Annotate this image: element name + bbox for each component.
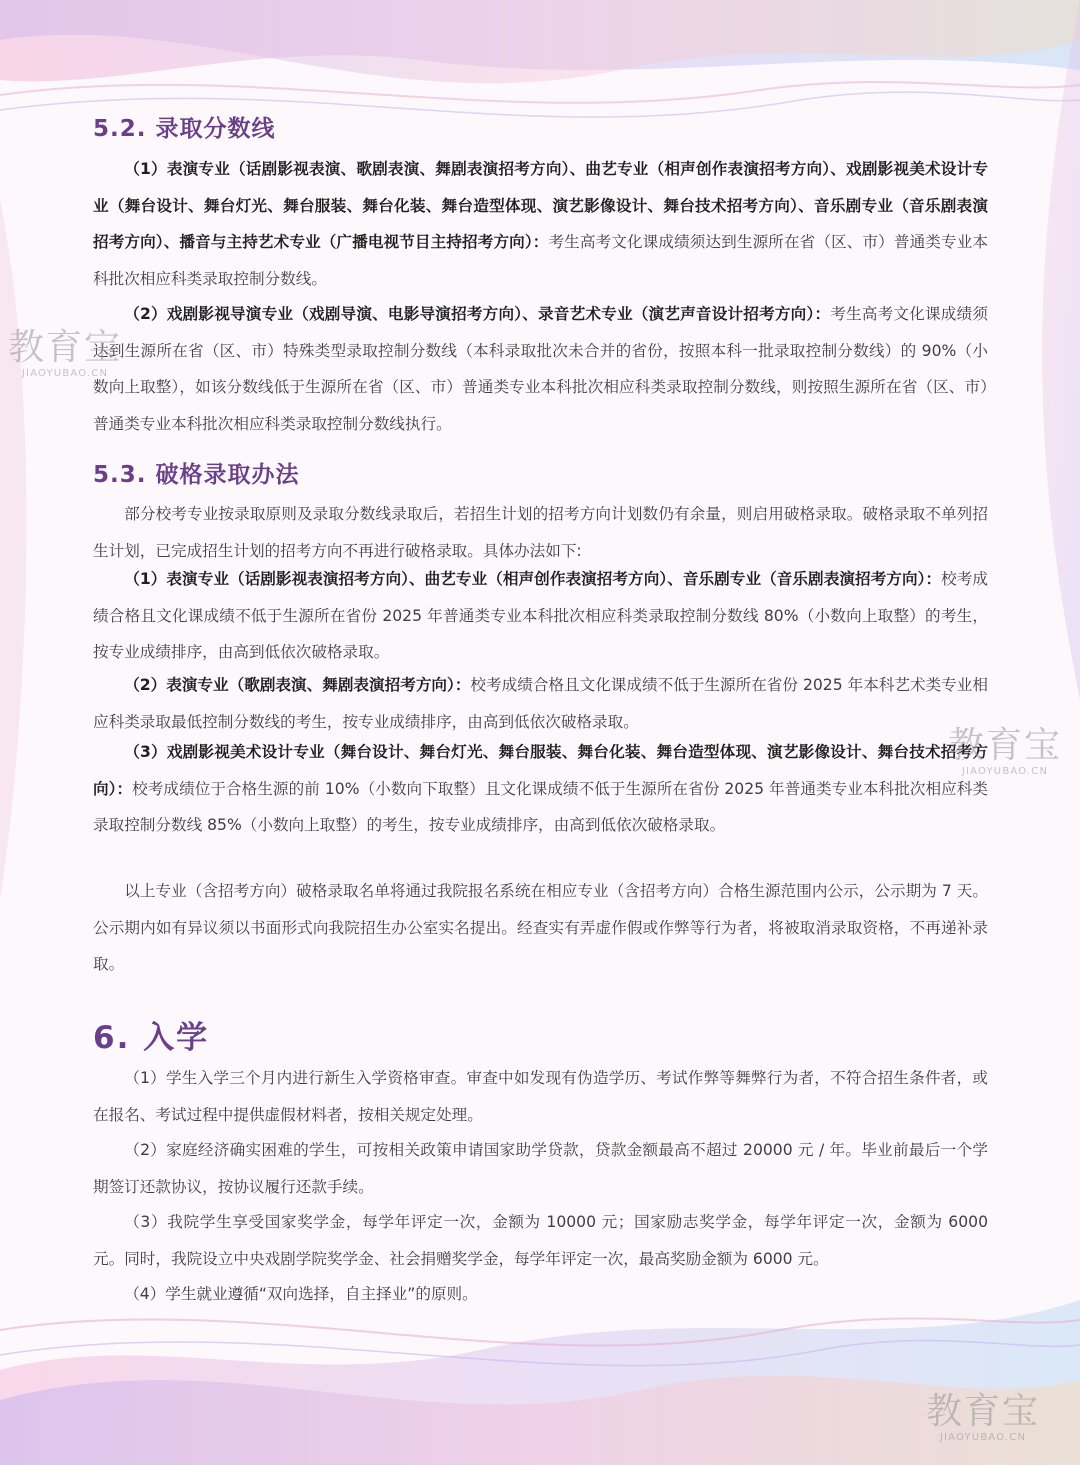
watermark-text: 教育宝 bbox=[7, 327, 122, 368]
paragraph-6-4: （4）学生就业遵循“双向选择，自主择业”的原则。 bbox=[124, 1285, 478, 1303]
paragraph-text: 校考成绩合格且文化课成绩不低于生源所在省份 2025 年本科艺术类专业相应科类录取最低控制分数线的考生，按专业成绩排序，由高到低依次破格录取。 bbox=[93, 676, 988, 731]
watermark-text: 教育宝 bbox=[947, 725, 1062, 766]
paragraph-bold-lead: （1）表演专业（话剧影视表演、歌剧表演、舞剧表演招考方向）、曲艺专业（相声创作表演招考方向）、戏剧影视美术设计专业（舞台设计、舞台灯光、舞台服装、舞台化装、舞台造型体现、演艺影像设计、舞台技术招考方向）、音乐剧专业（音乐剧表演招考方向）、播音与主持艺术专业（广播电视节目主持招考方向）： bbox=[93, 160, 988, 252]
paragraph-6-1: （1）学生入学三个月内进行新生入学资格审查。审查中如发现有伪造学历、考试作弊等舞弊行为者，不符合招生条件者，或在报名、考试过程中提供虚假材料者，按相关规定处理。 bbox=[93, 1069, 988, 1124]
paragraph-5-2-2 bbox=[93, 296, 988, 442]
paragraph-5-3-2 bbox=[93, 667, 988, 740]
paragraph-bold-lead: （2）戏剧影视导演专业（戏剧导演、电影导演招考方向）、录音艺术专业（演艺声音设计招考方向）： bbox=[124, 305, 831, 323]
paragraph-bold-lead: （3）戏剧影视美术设计专业（舞台设计、舞台灯光、舞台服装、舞台化装、舞台造型体现、演艺影像设计、舞台技术招考方向）： bbox=[93, 743, 988, 798]
watermark-right bbox=[940, 726, 1070, 778]
section-title-5-2: 5.2. 录取分数线 bbox=[93, 116, 276, 142]
watermark-url: JIAOYUBAO.CN bbox=[21, 368, 109, 379]
watermark-left bbox=[0, 328, 130, 380]
paragraph-6-3: （3）我院学生享受国家奖学金，每学年评定一次，金额为 10000 元；国家励志奖学金，每学年评定一次，金额为 6000 元。同时，我院设立中央戏剧学院奖学金、社会捐赠奖学金，每学年评定一次，最高奖励金额为 6000 元。 bbox=[93, 1213, 988, 1268]
paragraph-5-3-outro: 以上专业（含招考方向）破格录取名单将通过我院报名系统在相应专业（含招考方向）合格生源范围内公示，公示期为 7 天。公示期内如有异议须以书面形式向我院招生办公室实名提出。经查实有弄虚作假或作弊等行为者，将被取消录取资格，不再递补录取。 bbox=[93, 882, 988, 974]
watermark-url: JIAOYUBAO.CN bbox=[939, 1432, 1027, 1443]
watermark-bottom bbox=[918, 1392, 1048, 1444]
section-title-6: 6. 入学 bbox=[93, 1020, 210, 1056]
watermark-url: JIAOYUBAO.CN bbox=[961, 766, 1049, 777]
paragraph-bold-lead: （1）表演专业（话剧影视表演招考方向）、曲艺专业（相声创作表演招考方向）、音乐剧专业（音乐剧表演招考方向）： bbox=[124, 570, 942, 588]
watermark-text: 教育宝 bbox=[925, 1391, 1040, 1432]
paragraph-6-2: （2）家庭经济确实困难的学生，可按相关政策申请国家助学贷款，贷款金额最高不超过 20000 元 / 年。毕业前最后一个学期签订还款协议，按协议履行还款手续。 bbox=[93, 1141, 988, 1196]
paragraph-text: 考生高考文化课成绩须达到生源所在省（区、市）特殊类型录取控制分数线（本科录取批次未合并的省份，按照本科一批录取控制分数线）的 90%（小数向上取整），如该分数线低于生源所在省（区、市）普通类专业本科批次相应科类录取控制分数线，则按照生源所在省（区、市）普通类专业本科批次相应科类录取控制分数线执行。 bbox=[93, 305, 988, 433]
paragraph-bold-lead: （2）表演专业（歌剧表演、舞剧表演招考方向）： bbox=[124, 676, 471, 694]
paragraph-5-3-3 bbox=[93, 734, 988, 844]
paragraph-text: 考生高考文化课成绩须达到生源所在省（区、市）普通类专业本科批次相应科类录取控制分数线。 bbox=[93, 233, 988, 288]
paragraph-text: 校考成绩位于合格生源的前 10%（小数向下取整）且文化课成绩不低于生源所在省份 2025 年普通类专业本科批次相应科类录取控制分数线 85%（小数向上取整）的考生，按专业成绩排序，由高到低依次破格录取。 bbox=[93, 779, 989, 835]
paragraph-5-2-1 bbox=[93, 151, 988, 297]
paragraph-5-3-intro: 部分校考专业按录取原则及录取分数线录取后，若招生计划的招考方向计划数仍有余量，则启用破格录取。破格录取不单列招生计划，已完成招生计划的招考方向不再进行破格录取。具体办法如下: bbox=[93, 505, 988, 560]
paragraph-text: 校考成绩合格且文化课成绩不低于生源所在省份 2025 年普通类专业本科批次相应科类录取控制分数线 80%（小数向上取整）的考生，按专业成绩排序，由高到低依次破格录取。 bbox=[93, 570, 988, 662]
section-title-5-3: 5.3. 破格录取办法 bbox=[93, 462, 300, 488]
paragraph-5-3-1 bbox=[93, 561, 988, 671]
